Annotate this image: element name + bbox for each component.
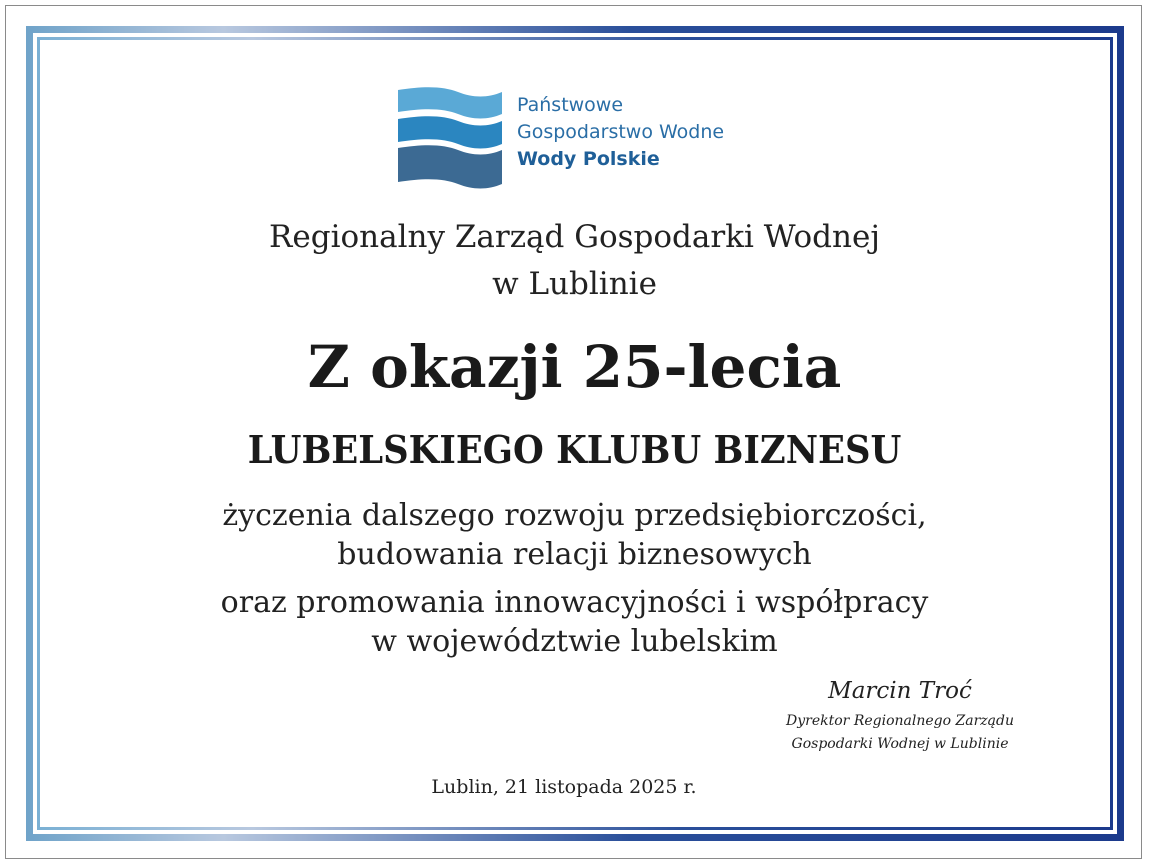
headline: Z okazji 25-lecia: [307, 333, 842, 401]
logo-line-2: Gospodarstwo Wodne: [517, 121, 725, 143]
logo-line-1: Państwowe: [517, 94, 624, 116]
signatory-name: Marcin Troć: [828, 678, 972, 704]
wody-polskie-logo: [398, 86, 758, 190]
signatory-role-line-2: Gospodarki Wodnej w Lublinie: [791, 736, 1009, 752]
wish-line: życzenia dalszego rozwoju przedsiębiorczości,: [222, 498, 927, 533]
signatory-role-line-1: Dyrektor Regionalnego Zarządu: [786, 713, 1014, 729]
organization-city: w Lublinie: [492, 266, 657, 302]
organization-name: Regionalny Zarząd Gospodarki Wodnej: [269, 219, 880, 255]
logo-wordmark: [517, 92, 724, 173]
wish-line: budowania relacji biznesowych: [337, 537, 812, 572]
logo-line-3: Wody Polskie: [517, 148, 660, 170]
wody-polskie-waves-icon: [398, 86, 504, 190]
wish-line: w województwie lubelskim: [371, 624, 778, 659]
club-name: LUBELSKIEGO KLUBU BIZNESU: [247, 427, 902, 472]
place-and-date: Lublin, 21 listopada 2025 r.: [431, 776, 697, 798]
wish-line: oraz promowania innowacyjności i współpracy: [220, 585, 929, 620]
